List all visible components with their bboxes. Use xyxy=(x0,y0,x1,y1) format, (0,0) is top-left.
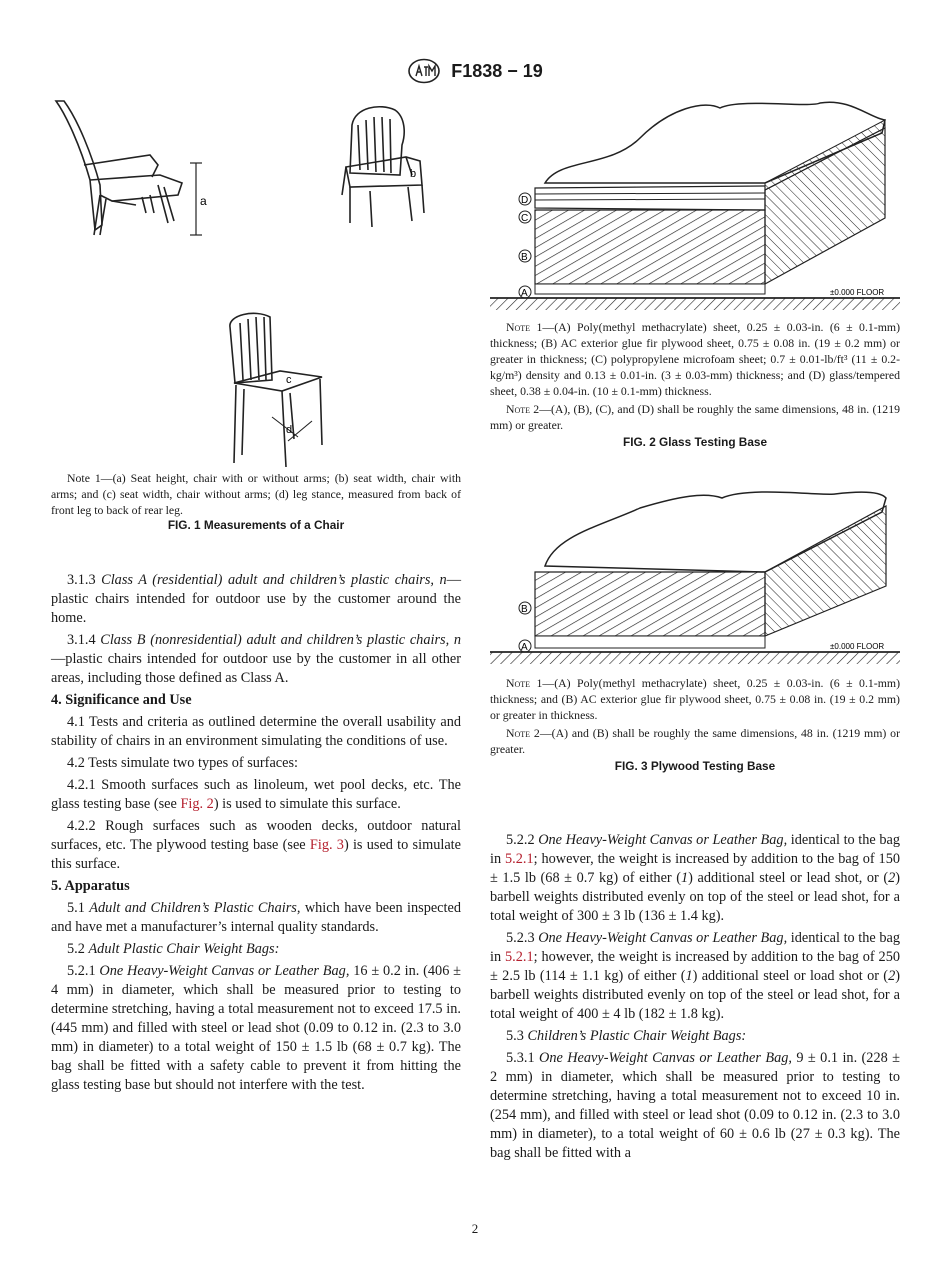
section-5-2-1-link[interactable]: 5.2.1 xyxy=(505,851,534,867)
fig2-label-A: A xyxy=(521,288,528,299)
fig2-note-2: Note 2—(A), (B), (C), and (D) shall be roughly the same dimensions, 48 in. (1219 mm) or greater. xyxy=(490,402,900,432)
para-5-1: 5.1 Adult and Children’s Plastic Chairs, which have been inspected and have met a manufacturer’s internal quality standards. xyxy=(51,900,461,935)
section-4-heading: 4. Significance and Use xyxy=(51,692,192,708)
fig2-note-block xyxy=(490,319,900,450)
fig3-link[interactable]: Fig. 3 xyxy=(309,837,344,853)
chair-with-arms-view xyxy=(342,107,424,227)
standard-designation: F1838 − 19 xyxy=(451,60,543,81)
fig2-label-C: C xyxy=(521,213,529,224)
fig3-plywood-testing-base-drawing xyxy=(490,486,900,666)
label-c: c xyxy=(286,374,292,386)
label-d: d xyxy=(286,424,293,436)
label-a: a xyxy=(200,194,207,208)
fig2-floor-label: ±0.000 FLOOR xyxy=(830,288,885,297)
fig2-link[interactable]: Fig. 2 xyxy=(180,796,214,812)
fig2-note-1: Note 1—(A) Poly(methyl methacrylate) sheet, 0.25 ± 0.03-in. (6 ± 0.1-mm) thickness; (B) AC exterior glue fir plywood sheet, 0.75 ± 0.08 in. (19 ± 0.2 mm) or greater in thickness; (C) polypropylene microfoam sheet; 0.7 ± 0.01-lb/ft³ (11 ± 0.2-kg/m³) density and 0.13 ± 0.01-in. (3 ± 0.03-mm) thickness; and (D) glass/tempered sheet, 0.38 ± 0.04-in. (10 ± 0.1-mm) thickness. xyxy=(490,320,900,398)
fig2-label-B: B xyxy=(521,252,528,263)
fig2-label-D: D xyxy=(521,195,529,206)
fig3-caption: FIG. 3 Plywood Testing Base xyxy=(614,759,776,773)
para-5-2-3: 5.2.3 One Heavy-Weight Canvas or Leather Bag, identical to the bag in 5.2.1; however, the weight is increased by addition to the bag of 250 ± 2.5 lb (114 ± 1.1 kg) of either (1) additional steel or load shot or (2) barbell weights distributed evenly on top of the steel or lead shot, for a total weight of 400 ± 4 lb (182 ± 1.8 kg). xyxy=(490,930,901,1022)
page-header xyxy=(0,58,950,84)
fig3-note-2: Note 2—(A) and (B) shall be roughly the same dimensions, 48 in. (1219 mm) or greater. xyxy=(490,726,901,756)
label-b: b xyxy=(410,168,417,180)
left-text-column xyxy=(51,571,461,1098)
fig3-note-1: Note 1—(A) Poly(methyl methacrylate) sheet, 0.25 ± 0.03-in. (6 ± 0.1-mm) thickness; and (B) AC exterior glue fir plywood sheet, 0.75 ± 0.08 in. (19 ± 0.2 mm) or greater in thickness. xyxy=(490,676,900,722)
fig1-note-block xyxy=(51,470,461,533)
fig3-label-B: B xyxy=(521,604,528,615)
section-5-heading: 5. Apparatus xyxy=(51,878,130,894)
section-5-2-1-link[interactable]: 5.2.1 xyxy=(505,949,534,965)
para-5-2-1: 5.2.1 One Heavy-Weight Canvas or Leather Bag, 16 ± 0.2 in. (406 ± 4 mm) in diameter, which shall be measured prior to testing to determine stretching, having a total measurement not to exceed 17.5 in. (445 mm) and filled with steel or lead shot (0.09 to 0.12 in. (2.3 to 3.0 mm) in diameter) to a total weight of 150 ± 1.5 lb (68 ± 0.7 kg). The bag shall be fitted with a safety cable to prevent it from hitting the glass testing base but should not interfere with the test. xyxy=(51,963,462,1093)
para-4-2-2: 4.2.2 Rough surfaces such as wooden decks, outdoor natural surfaces, etc. The plywood testing base (see Fig. 3) is used to simulate this surface. xyxy=(51,818,461,872)
para-5-3: 5.3 Children’s Plastic Chair Weight Bags: xyxy=(506,1028,747,1044)
astm-logo-icon xyxy=(407,58,441,84)
fig1-chair-drawings xyxy=(50,95,470,475)
fig1-caption: FIG. 1 Measurements of a Chair xyxy=(167,518,345,532)
para-3-1-3: 3.1.3 Class A (residential) adult and children’s plastic chairs, n—plastic chairs intended for outdoor use by the customer around the home. xyxy=(51,572,462,626)
para-5-2-2: 5.2.2 One Heavy-Weight Canvas or Leather Bag, identical to the bag in 5.2.1; however, the weight is increased by addition to the bag of 150 ± 1.5 lb (68 ± 0.7 kg) of either (1) additional steel or lead shot, or (2) barbell weights distributed evenly on top of the steel or lead shot, for a total weight of 300 ± 3 lb (136 ± 1.4 kg). xyxy=(490,832,901,924)
fig2-glass-testing-base-drawing xyxy=(490,98,900,320)
para-4-2-1: 4.2.1 Smooth surfaces such as linoleum, wet pool decks, etc. The glass testing base (see Fig. 2) is used to simulate this surface. xyxy=(51,777,461,812)
chair-without-arms-view xyxy=(230,313,322,467)
para-4-2: 4.2 Tests simulate two types of surfaces: xyxy=(67,755,299,771)
fig2-caption: FIG. 2 Glass Testing Base xyxy=(622,435,768,449)
fig3-label-A: A xyxy=(521,642,528,653)
fig3-floor-label: ±0.000 FLOOR xyxy=(830,642,885,651)
para-3-1-4: 3.1.4 Class B (nonresidential) adult and children’s plastic chairs, n—plastic chairs intended for outdoor use by the customer in all other areas, including those defined as Class A. xyxy=(51,632,462,686)
para-5-3-1: 5.3.1 One Heavy-Weight Canvas or Leather Bag, 9 ± 0.1 in. (228 ± 2 mm) in diameter, which shall be measured prior to testing to determine stretching, having a total measurement not to exceed 10 in. (254 mm), and filled with steel or lead shot (0.09 to 0.12 in. (2.3 to 3.0 mm) in diameter), to a total weight of 60 ± 0.6 lb (27 ± 0.3 kg). The bag shall be fitted with a xyxy=(490,1050,900,1161)
chair-side-view xyxy=(56,101,182,235)
right-text-column xyxy=(490,831,900,1166)
para-4-1: 4.1 Tests and criteria as outlined determine the overall usability and stability of chairs in an environment simulating the conditions of use. xyxy=(51,714,461,749)
fig1-note: Note 1—(a) Seat height, chair with or without arms; (b) seat width, chair with arms; and (c) seat width, chair without arms; (d) leg stance, measured from back of front leg to back of rear leg. xyxy=(51,471,461,517)
page-number: 2 xyxy=(471,1221,479,1236)
para-5-2: 5.2 Adult Plastic Chair Weight Bags: xyxy=(67,941,280,957)
fig3-note-block xyxy=(490,675,900,774)
